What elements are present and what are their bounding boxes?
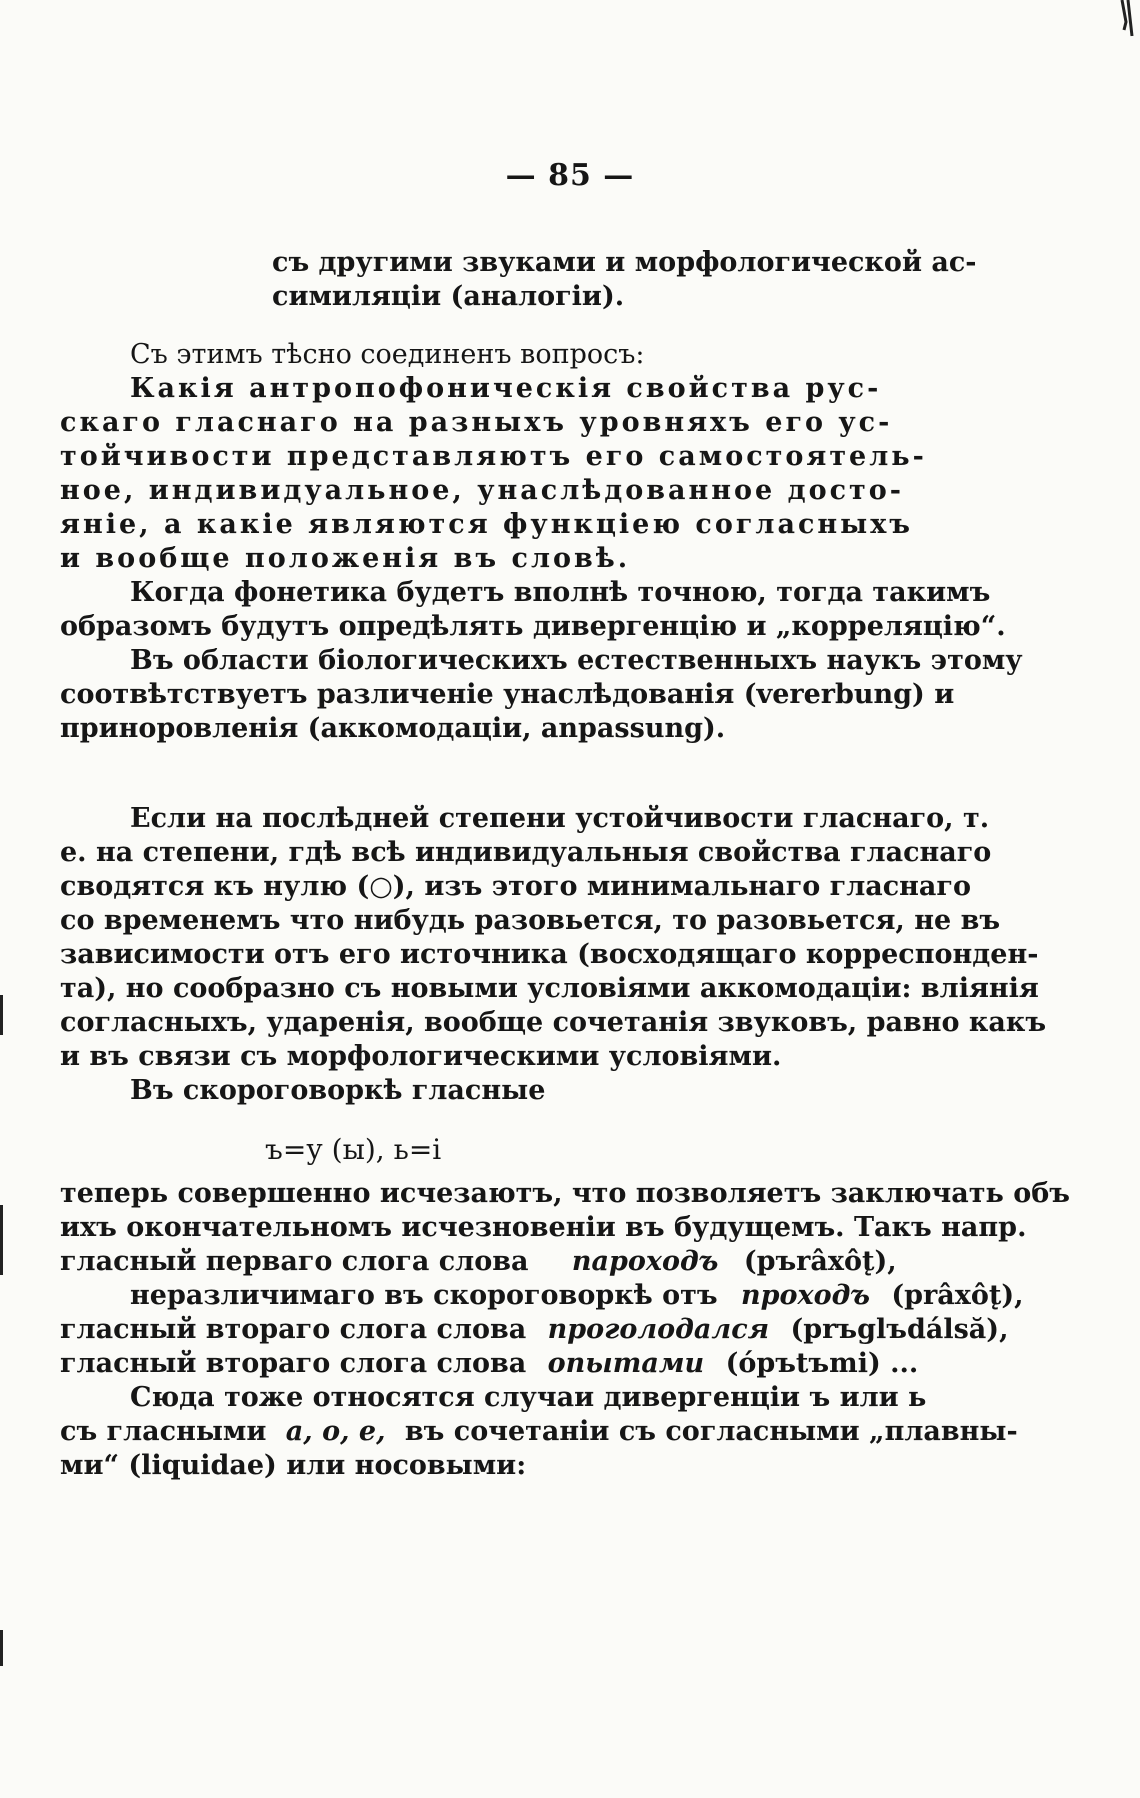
text-segment: гласный перваго слога слова	[60, 1246, 529, 1277]
example-word: проходъ	[740, 1280, 870, 1311]
transcription: (prâxôt̨),	[891, 1280, 1024, 1311]
text-line: ихъ окончательномъ исчезновеніи въ будущемъ. Такъ напр.	[60, 1212, 1027, 1243]
text-segment: гласный втораго слога слова	[60, 1314, 527, 1345]
text-line: е. на степени, гдѣ всѣ индивидуальныя свойства гласнаго	[60, 837, 992, 868]
text-line: ми“ (liquidae) или носовыми:	[60, 1450, 527, 1481]
text-line	[60, 1245, 897, 1279]
page-number: — 85 —	[505, 158, 635, 193]
text-line: согласныхъ, ударенія, вообще сочетанія звуковъ, равно какъ	[60, 1007, 1047, 1038]
text-line: Если на послѣдней степени устойчивости гласнаго, т.	[130, 803, 990, 834]
text-line: тойчивости представляютъ его самостоятель-	[60, 441, 927, 472]
text-segment: неразличимаго въ скороговоркѣ отъ	[130, 1280, 718, 1311]
text-line	[60, 1415, 1018, 1449]
text-line: Въ скороговоркѣ гласные	[130, 1075, 546, 1106]
text-line: сводятся къ нулю (○), изъ этого минимальнаго гласнаго	[60, 871, 971, 902]
text-line: Съ этимъ тѣсно соединенъ вопросъ:	[130, 339, 645, 370]
vowel-formula: ъ=у (ы), ь=і	[265, 1133, 442, 1166]
margin-edge-mark	[0, 1205, 3, 1275]
paragraph-minimal-vowel	[60, 802, 1047, 1108]
text-line: симиляціи (аналогіи).	[272, 281, 625, 312]
text-line: Въ области біологическихъ естественныхъ наукъ этому	[130, 645, 1023, 676]
text-line: та), но сообразно съ новыми условіями аккомодаціи: вліянія	[60, 973, 1039, 1004]
text-line: зависимости отъ его источника (восходящаго корреспонден-	[60, 939, 1039, 970]
text-line: приноровленія (аккомодаціи, anpassung).	[60, 713, 726, 744]
text-line: ное, индивидуальное, унаслѣдованное досто-	[60, 475, 904, 506]
text-segment: съ гласными	[60, 1416, 267, 1447]
intro-lines	[272, 246, 977, 314]
text-line	[60, 1279, 1024, 1313]
transcription: (prъglъdálsă),	[790, 1314, 1009, 1345]
example-word: опытами	[547, 1348, 705, 1379]
text-segment: въ сочетаніи съ согласными „плавны-	[404, 1416, 1018, 1447]
example-word: пароходъ	[571, 1246, 719, 1277]
text-line: соотвѣтствуетъ различеніе унаслѣдованія (vererbung) и	[60, 679, 955, 710]
text-line: Сюда тоже относятся случаи дивергенціи ъ или ь	[130, 1382, 927, 1413]
example-vowels: а, о, е,	[285, 1416, 386, 1447]
text-line: скаго гласнаго на разныхъ уровняхъ его ус-	[60, 407, 893, 438]
text-line: съ другими звуками и морфологической ас-	[272, 247, 977, 278]
text-line: со временемъ что нибудь разовьется, то разовьется, не въ	[60, 905, 1001, 936]
text-line: яніе, а какіе являются функціею согласныхъ	[60, 509, 914, 540]
transcription: (ópъtъmi) ...	[725, 1348, 919, 1379]
text-line: и вообще положенія въ словѣ.	[60, 543, 631, 574]
example-word: проголодался	[547, 1314, 770, 1345]
margin-edge-mark	[0, 995, 3, 1035]
paragraph-question	[60, 338, 1023, 746]
margin-edge-mark	[0, 1630, 3, 1666]
text-line: теперь совершенно исчезаютъ, что позволяетъ заключать объ	[60, 1178, 1070, 1209]
text-line: Какія антропофоническія свойства рус-	[130, 373, 882, 404]
text-line: Когда фонетика будетъ вполнѣ точною, тогда такимъ	[130, 577, 991, 608]
transcription: (pъrâxôt̨),	[743, 1246, 897, 1277]
text-line: образомъ будутъ опредѣлять дивергенцію и „корреляцію“.	[60, 611, 1006, 642]
text-line	[60, 1313, 1009, 1347]
text-line	[60, 1347, 919, 1381]
paragraph-fast-speech	[60, 1177, 1070, 1483]
text-segment: гласный втораго слога слова	[60, 1348, 527, 1379]
corner-ink-mark	[1120, 0, 1134, 40]
text-line: и въ связи съ морфологическими условіями.	[60, 1041, 782, 1072]
